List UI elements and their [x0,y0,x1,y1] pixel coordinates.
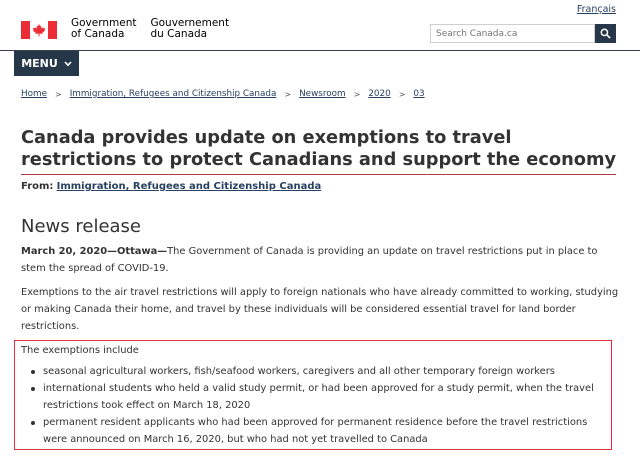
breadcrumb-newsroom[interactable]: Newsroom [299,89,346,99]
magnifier-icon [600,28,611,39]
breadcrumb-separator-icon: > [284,89,292,99]
paragraph-intro-text: The Government of Canada is providing an update on travel restrictions put in place to stem the spread of COVID-19. [21,246,598,274]
exemptions-highlight-box [14,340,612,450]
dateline: March 20, 2020—Ottawa— [21,246,168,257]
government-signature[interactable] [21,18,229,40]
breadcrumb [21,89,425,99]
signature-french: Gouvernement du Canada [150,17,230,40]
exemptions-intro: The exemptions include [21,345,139,356]
news-release-heading: News release [21,216,141,237]
from-label: From: [21,181,54,192]
signature-english: Government of Canada [71,17,137,40]
breadcrumb-home[interactable]: Home [21,89,47,99]
title-underline [21,174,616,175]
paragraph-intro [21,243,621,277]
breadcrumb-month[interactable]: 03 [413,89,425,99]
list-item: seasonal agricultural workers, fish/seafood workers, caregivers and all other temporary foreign workers [23,363,608,380]
menu-label: MENU [21,57,58,70]
list-item: international students who held a valid study permit, or had been approved for a study permit, when the travel restrictions took effect on March 18, 2020 [23,380,608,414]
page-title: Canada provides update on exemptions to travel restrictions to protect Canadians and support the economy [21,127,617,170]
breadcrumb-separator-icon: > [353,89,361,99]
chevron-down-icon [64,61,72,67]
breadcrumb-separator-icon: > [54,89,62,99]
list-item: permanent resident applicants who had been approved for permanent residence before the travel restrictions were announced on March 16, 2020, but who had not yet travelled to Canada [23,414,608,448]
search-input[interactable] [430,24,595,43]
language-toggle-link[interactable]: Français [576,4,616,15]
canada-flag-icon [21,21,57,39]
breadcrumb-year[interactable]: 2020 [368,89,391,99]
menu-button[interactable] [14,51,79,76]
paragraph-exemptions-summary: Exemptions to the air travel restrictions will apply to foreign nationals who have already committed to working, studying or making Canada their home, and travel by these individuals will be considered essential travel for land border restrictions. [21,287,619,332]
from-line [21,181,321,192]
exemptions-list [23,363,608,448]
from-department-link[interactable]: Immigration, Refugees and Citizenship Canada [56,181,322,192]
breadcrumb-separator-icon: > [398,89,406,99]
breadcrumb-ircc[interactable]: Immigration, Refugees and Citizenship Canada [69,89,277,99]
search-button[interactable] [595,24,616,43]
site-search [430,24,616,43]
header-divider [0,50,640,51]
